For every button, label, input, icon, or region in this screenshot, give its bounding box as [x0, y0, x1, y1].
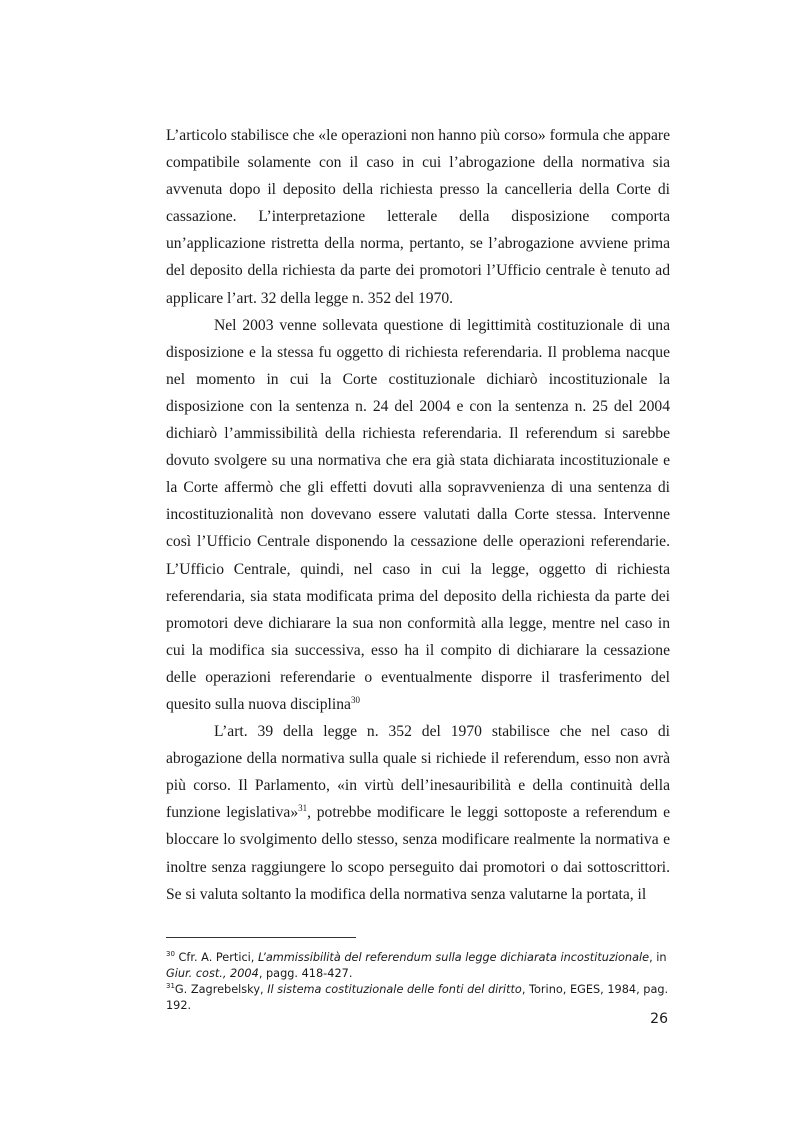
footnote-number: 30: [166, 950, 175, 959]
footnote-text: , pagg. 418-427.: [258, 967, 353, 980]
paragraph-1: [166, 122, 670, 312]
footnote-ref-31: 31: [298, 803, 308, 814]
paragraph-2: [166, 312, 670, 718]
footnote-journal: Giur. cost., 2004: [166, 967, 259, 980]
paragraph-3-text-a: L’art. 39 della legge n. 352 del 1970 stabilisce che nel caso di abrogazione della normativa sulla quale si richiede il referendum, esso non avrà più corso. Il Parlamento, «in virtù dell’inesauribilità e della continuità della funzione legislativa»: [166, 723, 670, 822]
footnote-separator: [166, 937, 356, 938]
paragraph-3-text-b: , potrebbe modificare le leggi sottoposte a referendum e bloccare lo svolgimento dello stesso, senza modificare realmente la normativa e inoltre senza raggiungere lo scopo perseguito dai promotori o dai sottoscrittori. Se si valuta soltanto la modifica della normativa senza valutarne la portata, il: [166, 804, 671, 903]
paragraph-2-text: Nel 2003 venne sollevata questione di legittimità costituzionale di una disposizione e la stessa fu oggetto di richiesta referendaria. Il problema nacque nel momento in cui la Corte costituzionale dichiarò incostituzionale la disposizione con la sentenza n. 24 del 2004 e con la sentenza n. 25 del 2004 dichiarò l’ammissibilità della richiesta referendaria. Il referendum si sarebbe dovuto svolgere su una normativa che era già stata dichiarata incostituzionale e la Corte affermò che gli effetti dovuti alla sopravvenienza di una sentenza di incostituzionalità non dovevano essere valutati dalla Corte stessa. Intervenne così l’Ufficio Centrale disponendo la cessazione delle operazioni referendarie. L’Ufficio Centrale, quindi, nel caso in cui la legge, oggetto di richiesta referendaria, sia stata modificata prima del deposito della richiesta da parte dei promotori deve dichiarare la sua non conformità alla legge, mentre nel caso in cui la modifica sia successiva, esso ha il compito di dichiarare la cessazione delle operazioni referendarie o eventualmente disporre il trasferimento del quesito sulla nuova disciplina: [166, 316, 670, 713]
footnote-text: G. Zagrebelsky,: [174, 983, 268, 996]
footnote-title: Il sistema costituzionale delle fonti del diritto: [267, 983, 522, 996]
footnotes: [166, 950, 676, 1014]
paragraph-3: [166, 718, 670, 908]
footnote-text: Cfr. A. Pertici,: [178, 951, 258, 964]
page-number: 26: [650, 1011, 668, 1027]
footnote-text: , in: [649, 951, 667, 964]
footnote-30: [166, 950, 676, 982]
footnote-title: L’ammissibilità del referendum sulla legge dichiarata incostituzionale: [258, 951, 650, 964]
footnote-number: 31: [166, 982, 175, 991]
footnote-text: , Torino, EGES, 1984, pag. 192.: [166, 983, 669, 1012]
paragraph-1-text: L’articolo stabilisce che «le operazioni non hanno più corso» formula che appare compatibile solamente con il caso in cui l’abrogazione della normativa sia avvenuta dopo il deposito della richiesta presso la cancelleria della Corte di cassazione. L’interpretazione letterale della disposizione comporta un’applicazione ristretta della norma, pertanto, se l’abrogazione avviene prima del deposito della richiesta da parte dei promotori l’Ufficio centrale è tenuto ad applicare l’art. 32 della legge n. 352 del 1970.: [166, 127, 670, 307]
footnote-31: [166, 982, 676, 1014]
body-text: [166, 122, 670, 908]
footnote-ref-30: 30: [350, 694, 360, 705]
